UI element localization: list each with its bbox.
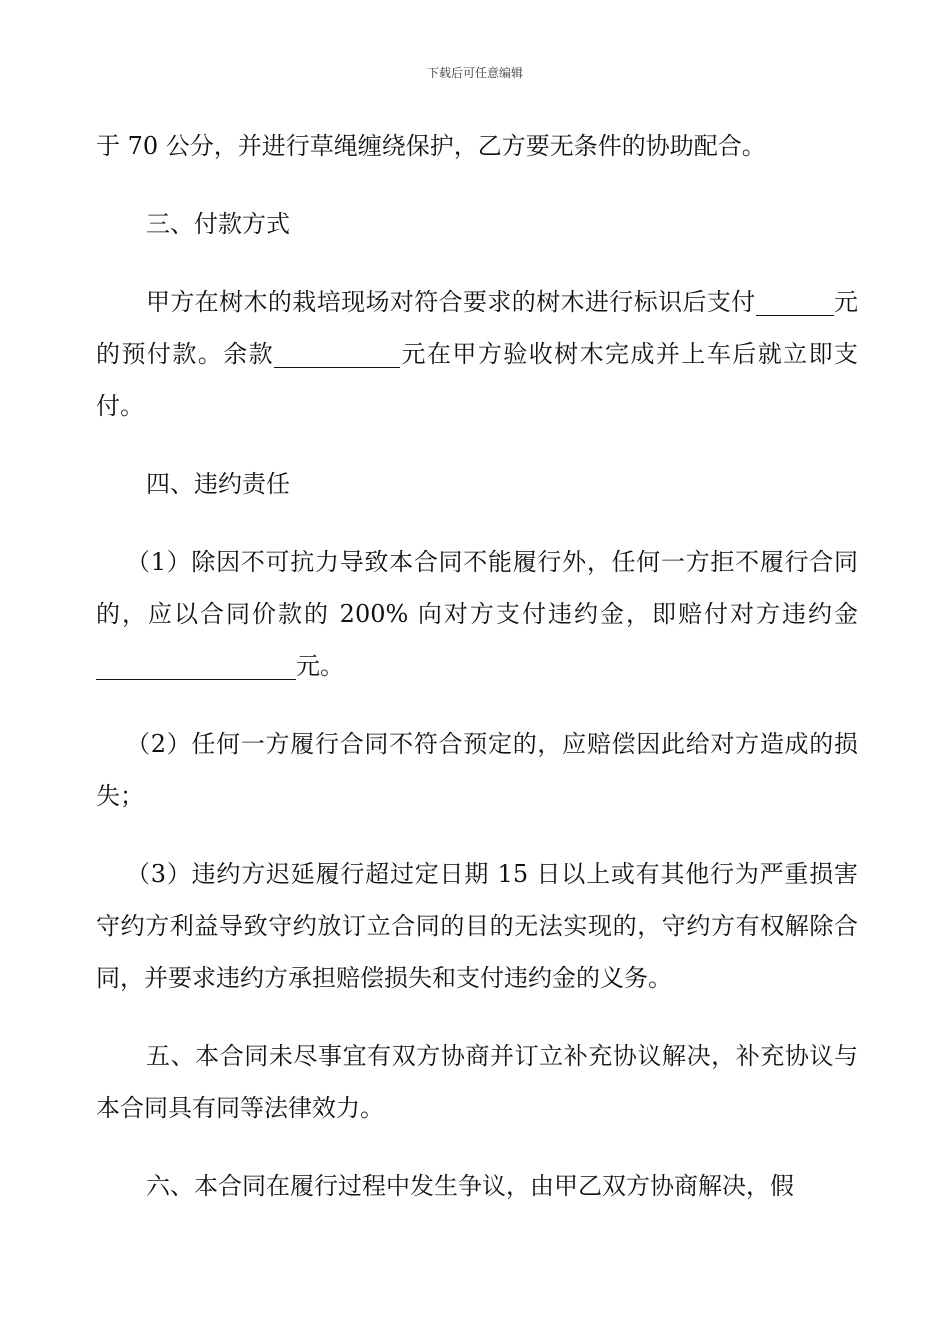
blank-prepayment-amount (756, 287, 834, 316)
section-heading-liability: 四、违约责任 (146, 470, 290, 498)
paragraph-dispute-resolution: 六、本合同在履行过程中发生争议，由甲乙双方协商解决，假 (146, 1172, 794, 1200)
liability-1-text: （1）除因不可抗力导致本合同不能履行外，任何一方拒不履行合同的，应以合同价款的 200% 向对方支付违约金，即赔付对方违约金 (96, 548, 858, 628)
blank-penalty-amount (96, 651, 296, 680)
blank-balance-amount (274, 339, 400, 368)
paragraph-liability-1 (96, 536, 858, 692)
paragraph-tree-protection: 于 70 公分，并进行草绳缠绕保护，乙方要无条件的协助配合。 (96, 132, 766, 160)
document-body (96, 120, 858, 1212)
payment-text-1: 甲方在树木的栽培现场对符合要求的树木进行标识后支付 (146, 288, 756, 316)
payment-text-2: 元的预付款。余款 (96, 288, 859, 368)
paragraph-payment-terms (96, 276, 858, 432)
paragraph-liability-2: （2）任何一方履行合同不符合预定的，应赔偿因此给对方造成的损失； (96, 730, 858, 810)
section-heading-payment: 三、付款方式 (146, 210, 290, 238)
paragraph-supplementary-agreement: 五、本合同未尽事宜有双方协商并订立补充协议解决，补充协议与本合同具有同等法律效力。 (96, 1042, 858, 1122)
payment-text-3: 元在甲方验收树木完成并上车后就立即支付。 (96, 340, 859, 420)
liability-1-unit: 元。 (296, 652, 344, 680)
paragraph-liability-3: （3）违约方迟延履行超过定日期 15 日以上或有其他行为严重损害守约方利益导致守约放订立合同的目的无法实现的，守约方有权解除合同，并要求违约方承担赔偿损失和支付违约金的义务。 (96, 860, 858, 992)
page-header: 下载后可任意编辑 (426, 66, 523, 80)
